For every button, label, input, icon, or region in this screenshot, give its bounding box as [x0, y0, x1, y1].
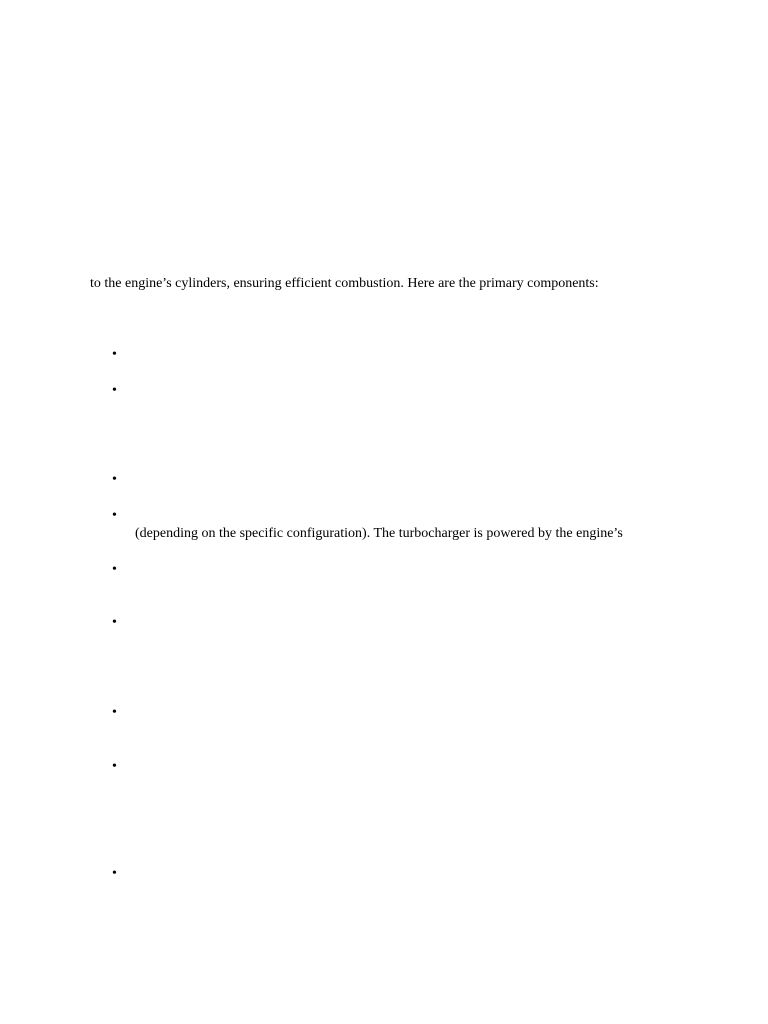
intro-paragraph: to the engine’s cylinders, ensuring efficient combustion. Here are the primary components: — [90, 276, 599, 291]
list-bullet: • — [112, 562, 117, 577]
list-bullet: • — [112, 615, 117, 630]
list-bullet: • — [112, 705, 117, 720]
list-bullet: • — [112, 759, 117, 774]
list-bullet: • — [112, 866, 117, 881]
list-bullet: • — [112, 347, 117, 362]
list-item: (depending on the specific configuration). The turbocharger is powered by the engine’s — [135, 526, 623, 541]
list-bullet: • — [112, 508, 117, 523]
list-bullet: • — [112, 383, 117, 398]
list-bullet: • — [112, 472, 117, 487]
